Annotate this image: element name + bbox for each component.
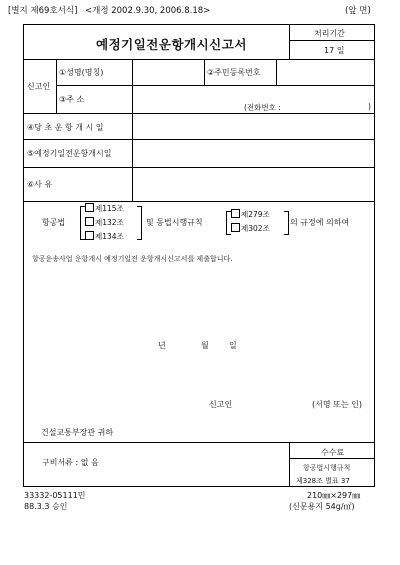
processing-period-value: 17 일 (324, 46, 345, 55)
rule (24, 201, 374, 202)
checkbox-icon[interactable] (85, 231, 94, 240)
name-field[interactable] (133, 60, 203, 84)
article-item: 제134조 (85, 231, 124, 242)
declarant-label: 신고인 (27, 82, 51, 91)
bracket-right (284, 211, 289, 235)
article-item: 제302조 (231, 223, 270, 234)
checkbox-icon[interactable] (231, 223, 240, 232)
article-item: 제279조 (231, 209, 270, 220)
page-side: (앞 면) (345, 6, 371, 16)
rule (289, 442, 290, 486)
date-month: 월 (201, 341, 209, 350)
address-label: ③주 소 (59, 95, 85, 104)
signature-label: 신고인 (209, 400, 233, 409)
law-conjunction: 및 동법시행규칙 (146, 218, 203, 227)
rule (56, 59, 57, 113)
early-start-date-label: ⑤예정기일전운항개시일 (27, 149, 112, 158)
article-item: 제115조 (85, 203, 124, 214)
legal-suffix: 의 규정에 의하여 (290, 218, 350, 227)
footer-form-code: 33332-05111민 (24, 491, 86, 500)
statement-text: 항공운송사업 운항개시 예정기일전 운항개시신고서를 제출합니다. (32, 255, 233, 263)
rule (289, 25, 290, 59)
date-day: 일 (229, 341, 237, 350)
bracket-right (137, 206, 142, 240)
name-label: ①성명(명칭) (59, 68, 104, 77)
footer-paper-type: (신문용지 54g/㎡) (289, 502, 355, 511)
footer-approval: 88.3.3 승인 (24, 502, 68, 511)
recipient: 건설교통부장관 귀하 (41, 428, 114, 437)
resident-number-label: ②주민등록번호 (207, 68, 261, 77)
fee-label: 수수료 (321, 448, 345, 457)
rule (24, 442, 374, 443)
resident-number-field[interactable] (277, 60, 373, 84)
revision-note: <개정 2002.9.30, 2006.8.18> (85, 6, 211, 16)
checkbox-icon[interactable] (85, 203, 94, 212)
phone-label: (전화번호 : (244, 103, 281, 112)
report-form (23, 24, 375, 487)
law-name: 항공법 (42, 218, 66, 227)
rule (289, 458, 374, 459)
signature-note: (서명 또는 인) (312, 400, 362, 409)
article-item: 제132조 (85, 217, 124, 228)
attachments: 구비서류 : 없 음 (42, 458, 99, 467)
form-title: 예정기일전운항개시신고서 (96, 37, 247, 52)
original-start-date-label: ④당 초 운 항 개 시 일 (27, 123, 104, 132)
phone-close: ) (368, 102, 371, 111)
checkbox-icon[interactable] (231, 209, 240, 218)
date-year: 년 (158, 341, 166, 350)
processing-period-label: 처리기간 (314, 29, 345, 38)
original-start-date-field[interactable] (133, 114, 373, 138)
reason-field[interactable] (133, 168, 373, 200)
fee-basis-line1: 항공법시행규칙 (303, 464, 351, 472)
reason-label: ⑥사 유 (27, 180, 53, 189)
checkbox-icon[interactable] (85, 217, 94, 226)
form-number: [별지 제69호서식] (8, 6, 78, 16)
rule (289, 40, 374, 41)
early-start-date-field[interactable] (133, 140, 373, 166)
fee-basis-line2: 제328조 별표 37 (296, 477, 350, 485)
rule (204, 59, 205, 85)
footer-paper-size: 210㎜×297㎜ (307, 491, 361, 500)
